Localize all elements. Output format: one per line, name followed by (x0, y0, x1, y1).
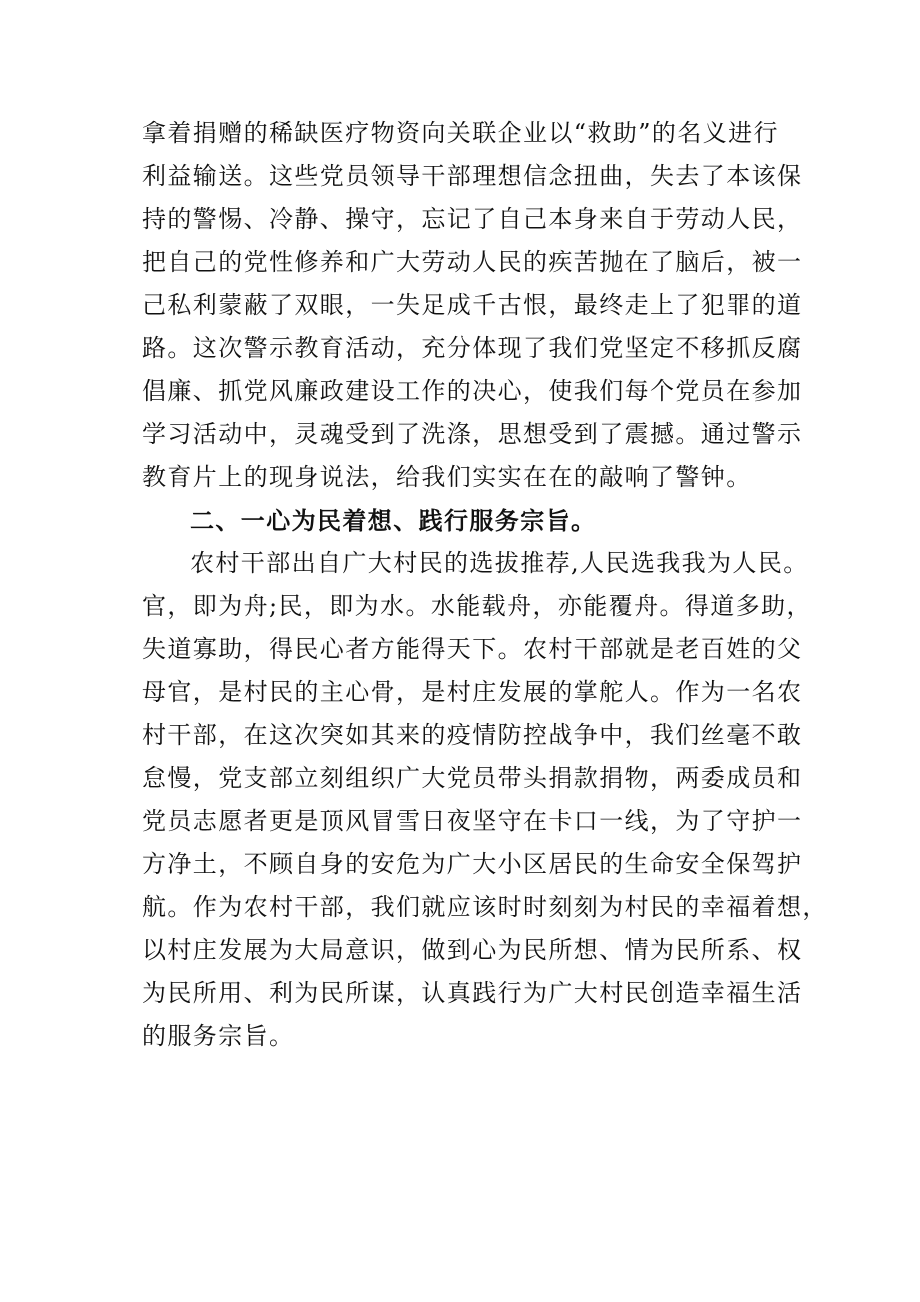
text-line: 以村庄发展为大局意识，做到心为民所想、情为民所系、权 (142, 936, 803, 964)
section-heading: 二、一心为民着想、践行服务宗旨。 (190, 506, 597, 535)
text-line: 怠慢，党支部立刻组织广大党员带头捐款捐物，两委成员和 (142, 764, 803, 792)
paragraph-warning-education (142, 112, 803, 499)
text-line: 的服务宗旨。 (142, 1022, 295, 1050)
text-line: 村干部，在这次突如其来的疫情防控战争中，我们丝毫不敢 (142, 721, 803, 749)
text-line: 学习活动中，灵魂受到了洗涤，思想受到了震撼。通过警示 (142, 420, 803, 448)
text-line: 母官，是村民的主心骨，是村庄发展的掌舵人。作为一名农 (142, 678, 803, 706)
document-body (142, 112, 828, 1058)
text-line: 航。作为农村干部，我们就应该时时刻刻为村民的幸福着想， (142, 893, 828, 921)
text-line: 利益输送。这些党员领导干部理想信念扭曲，失去了本该保 (142, 162, 803, 190)
paragraph-serve-the-people (142, 542, 828, 1058)
text-line: 农村干部出自广大村民的选拔推荐,人民选我我为人民。 (190, 549, 809, 577)
text-line: 己私利蒙蔽了双眼，一失足成千古恨，最终走上了犯罪的道 (142, 291, 803, 319)
text-line: 为民所用、利为民所谋，认真践行为广大村民创造幸福生活 (142, 979, 803, 1007)
text-line: 失道寡助，得民心者方能得天下。农村干部就是老百姓的父 (142, 635, 803, 663)
text-line: 方净土，不顾自身的安危为广大小区居民的生命安全保驾护 (142, 850, 803, 878)
text-line: 党员志愿者更是顶风冒雪日夜坚守在卡口一线，为了守护一 (142, 807, 803, 835)
text-line: 持的警惕、冷静、操守，忘记了自己本身来自于劳动人民， (142, 205, 803, 233)
text-line: 拿着捐赠的稀缺医疗物资向关联企业以“救助”的名义进行 (142, 119, 779, 147)
text-line: 路。这次警示教育活动，充分体现了我们党坚定不移抓反腐 (142, 334, 803, 362)
text-line: 教育片上的现身说法，给我们实实在在的敲响了警钟。 (142, 463, 752, 491)
text-line: 把自己的党性修养和广大劳动人民的疾苦抛在了脑后，被一 (142, 248, 803, 276)
text-line: 倡廉、抓党风廉政建设工作的决心，使我们每个党员在参加 (142, 377, 803, 405)
text-line: 官，即为舟;民，即为水。水能载舟，亦能覆舟。得道多助， (142, 592, 812, 620)
